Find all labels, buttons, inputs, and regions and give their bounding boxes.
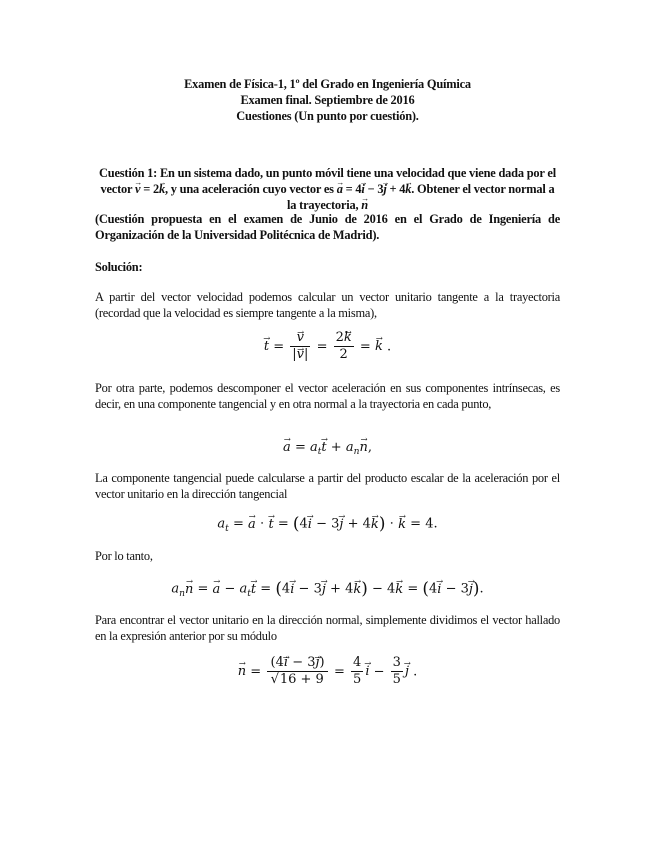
equation-tangential-component: $a_t = a$ → ⋅ t → = (4i → − 3j → + 4k →) ⋅ k → = 4.	[95, 513, 560, 534]
header-line-1: Examen de Física-1, 1º del Grado en Ingeniería Química	[184, 77, 471, 91]
paragraph-2: Por otra parte, podemos descomponer el vector aceleración en sus componentes intrínsecas, es decir, en una componente tangencial y en otra normal a la trayectoria en cada punto,	[95, 381, 560, 411]
solution-label: Solución:	[95, 260, 143, 274]
header-line-2: Examen final. Septiembre de 2016	[240, 93, 415, 107]
paragraph-4: Por lo tanto,	[95, 549, 153, 563]
question-statement: Cuestión 1: En un sistema dado, un punto móvil tiene una velocidad que viene dada por el vector v → = 2k →, y una aceleración cuyo vector es a → = 4i → − 3j → + 4k →. Obtener el vector normal a la trayectoria, n →	[95, 165, 560, 213]
equation-unit-normal: n → = (4i → − 3j →) √ 16 + 9 = $\frac{4}{5}$ i → − $\frac{3}{5}$ j → .	[95, 655, 560, 689]
paragraph-5: Para encontrar el vector unitario en la dirección normal, simplemente dividimos el vector hallado en la expresión anterior por su módulo	[95, 613, 560, 643]
equation-acceleration-decomposition: a → = $a_tt$ → + $a_nn$ →,	[95, 440, 560, 457]
exam-header	[0, 76, 655, 124]
equation-normal-component: $a_nn$ → = a → − $a_tt$ → = (4i → − 3j → + 4k →) − 4k → = (4i → − 3j →).	[95, 578, 560, 599]
question-source: (Cuestión propuesta en el examen de Junio de 2016 en el Grado de Ingeniería de Organización de la Universidad Politécnica de Madrid).	[95, 212, 560, 242]
paragraph-1: A partir del vector velocidad podemos calcular un vector unitario tangente a la trayectoria (recordad que la velocidad es siempre tangente a la misma),	[95, 290, 560, 320]
equation-tangent: t → = $\frac{v \to}{|v \to|}$ = $\frac{2k \to}{2}$ = k → .	[95, 330, 560, 364]
paragraph-3: La componente tangencial puede calcularse a partir del producto escalar de la aceleración por el vector unitario en la dirección tangencial	[95, 471, 560, 501]
header-line-3: Cuestiones (Un punto por cuestión).	[236, 109, 419, 123]
